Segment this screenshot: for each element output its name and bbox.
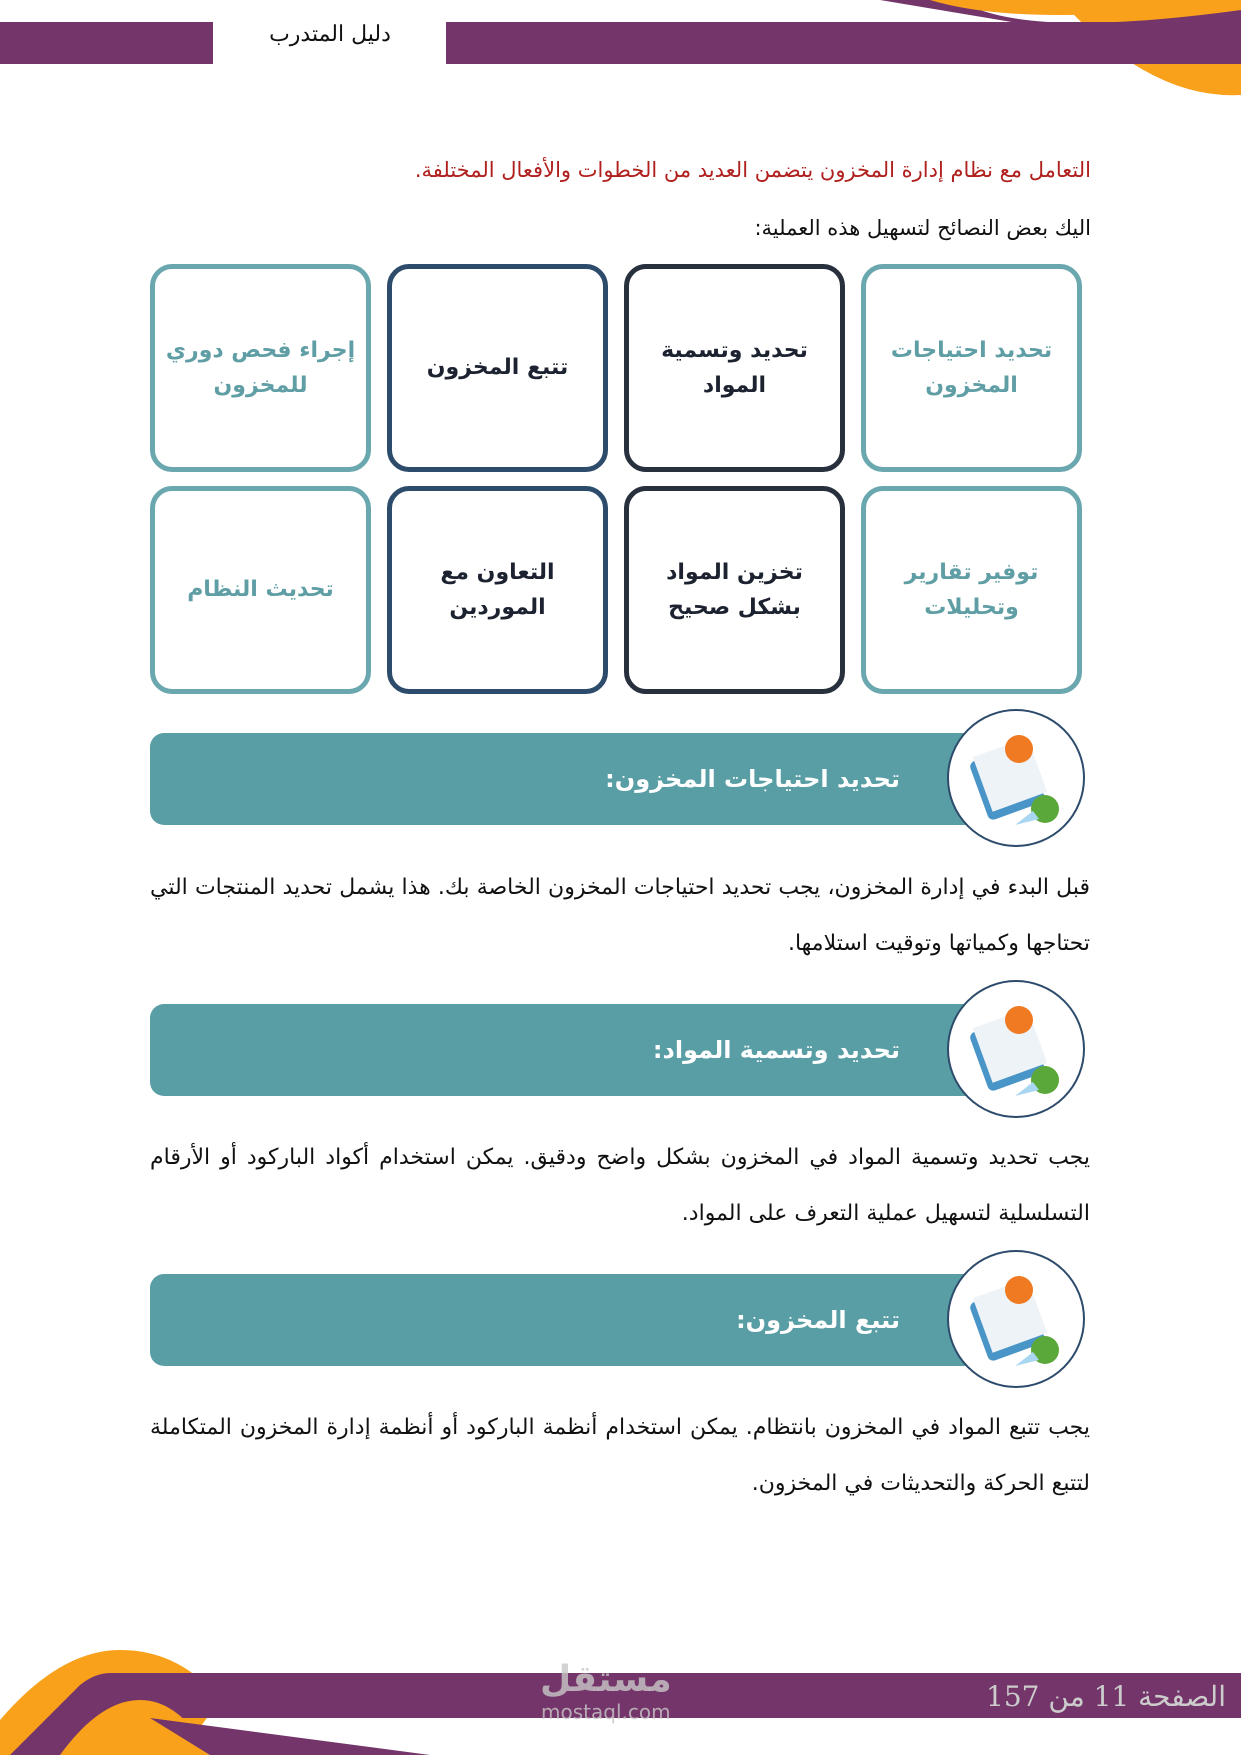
tip-card: تحديد وتسمية المواد [624,264,845,472]
section-heading: تحديد وتسمية المواد: [150,1004,1030,1096]
header-decoration [0,0,1241,100]
page-number: الصفحة 11 من 157 [986,1680,1226,1713]
tip-card: توفير تقارير وتحليلات [861,486,1082,694]
header-title: دليل المتدرب [269,22,391,47]
section-body: يجب تحديد وتسمية المواد في المخزون بشكل واضح ودقيق. يمكن استخدام أكواد الباركود أو الأرقام التسلسلية لتسهيل عملية التعرف على المواد. [150,1145,1090,1226]
intro-headline: التعامل مع نظام إدارة المخزون يتضمن العديد من الخطوات والأفعال المختلفة. [414,158,1091,182]
notepad-pin-icon [947,709,1085,847]
tip-card: التعاون مع الموردين [387,486,608,694]
section-body: قبل البدء في إدارة المخزون، يجب تحديد احتياجات المخزون الخاصة بك. هذا يشمل تحديد المنتجات التي تحتاجها وكمياتها وتوقيت استلامها. [150,875,1090,956]
notepad-pin-icon [947,1250,1085,1388]
tip-card: تحديد احتياجات المخزون [861,264,1082,472]
tip-card: تحديث النظام [150,486,371,694]
intro-lead: اليك بعض النصائح لتسهيل هذه العملية: [754,216,1091,240]
notepad-pin-icon [947,980,1085,1118]
tip-card: تخزين المواد بشكل صحيح [624,486,845,694]
section-heading: تحديد احتياجات المخزون: [150,733,1030,825]
tips-grid [150,264,1082,694]
tip-card: إجراء فحص دوري للمخزون [150,264,371,472]
section-heading: تتبع المخزون: [150,1274,1030,1366]
section-body: يجب تتبع المواد في المخزون بانتظام. يمكن استخدام أنظمة الباركود أو أنظمة إدارة المخزون المتكاملة لتتبع الحركة والتحديثات في المخزون. [150,1415,1090,1496]
watermark-logo: مستقل mostaql.com [540,1659,672,1724]
tip-card: تتبع المخزون [387,264,608,472]
